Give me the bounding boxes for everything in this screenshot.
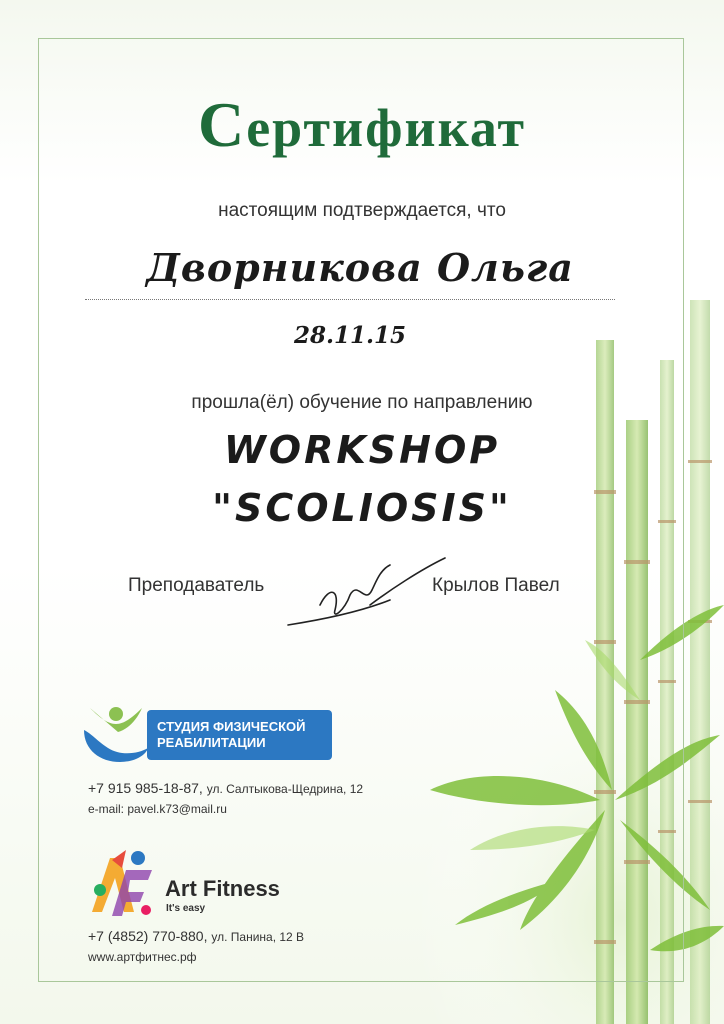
certificate-title <box>0 88 724 162</box>
studio-phone: +7 915 985-18-87, <box>88 780 203 796</box>
course-intro: прошла(ёл) обучение по направлению <box>191 392 533 413</box>
teacher-label: Преподаватель <box>128 575 265 596</box>
art-fitness-name: Art Fitness <box>165 876 280 901</box>
art-fitness-logo <box>82 840 164 920</box>
studio-email <box>88 800 227 816</box>
art-fitness-website <box>88 948 197 964</box>
art-fitness-phone: +7 (4852) 770-880, <box>88 928 208 944</box>
course-title-line2: "SCOLIOSIS" <box>212 486 512 530</box>
teacher-signature <box>280 550 450 635</box>
art-fitness-phone-address <box>88 928 304 944</box>
certificate-date: 28.11.15 <box>293 322 407 349</box>
studio-name-line1: СТУДИЯ ФИЗИЧЕСКОЙ <box>157 719 306 734</box>
studio-address: ул. Салтыкова-Щедрина, 12 <box>206 782 364 796</box>
title-rest: ертификат <box>246 98 527 158</box>
confirm-text: настоящим подтверждается, что <box>218 200 506 221</box>
studio-name-badge <box>147 710 332 760</box>
studio-email-text: e-mail: pavel.k73@mail.ru <box>88 802 227 816</box>
studio-logo <box>80 700 150 765</box>
studio-name-line2: РЕАБИЛИТАЦИИ <box>157 735 266 750</box>
art-fitness-address: ул. Панина, 12 В <box>211 930 305 944</box>
course-title-line1: WORKSHOP <box>223 428 501 472</box>
studio-phone-address <box>88 780 363 796</box>
teacher-name: Крылов Павел <box>432 575 560 596</box>
title-initial: С <box>197 89 247 160</box>
art-fitness-website-text: www.артфитнес.рф <box>88 950 197 964</box>
art-fitness-tagline: It's easy <box>166 903 206 914</box>
name-dotted-line <box>85 299 615 300</box>
recipient-name: Дворникова Ольга <box>146 245 574 290</box>
